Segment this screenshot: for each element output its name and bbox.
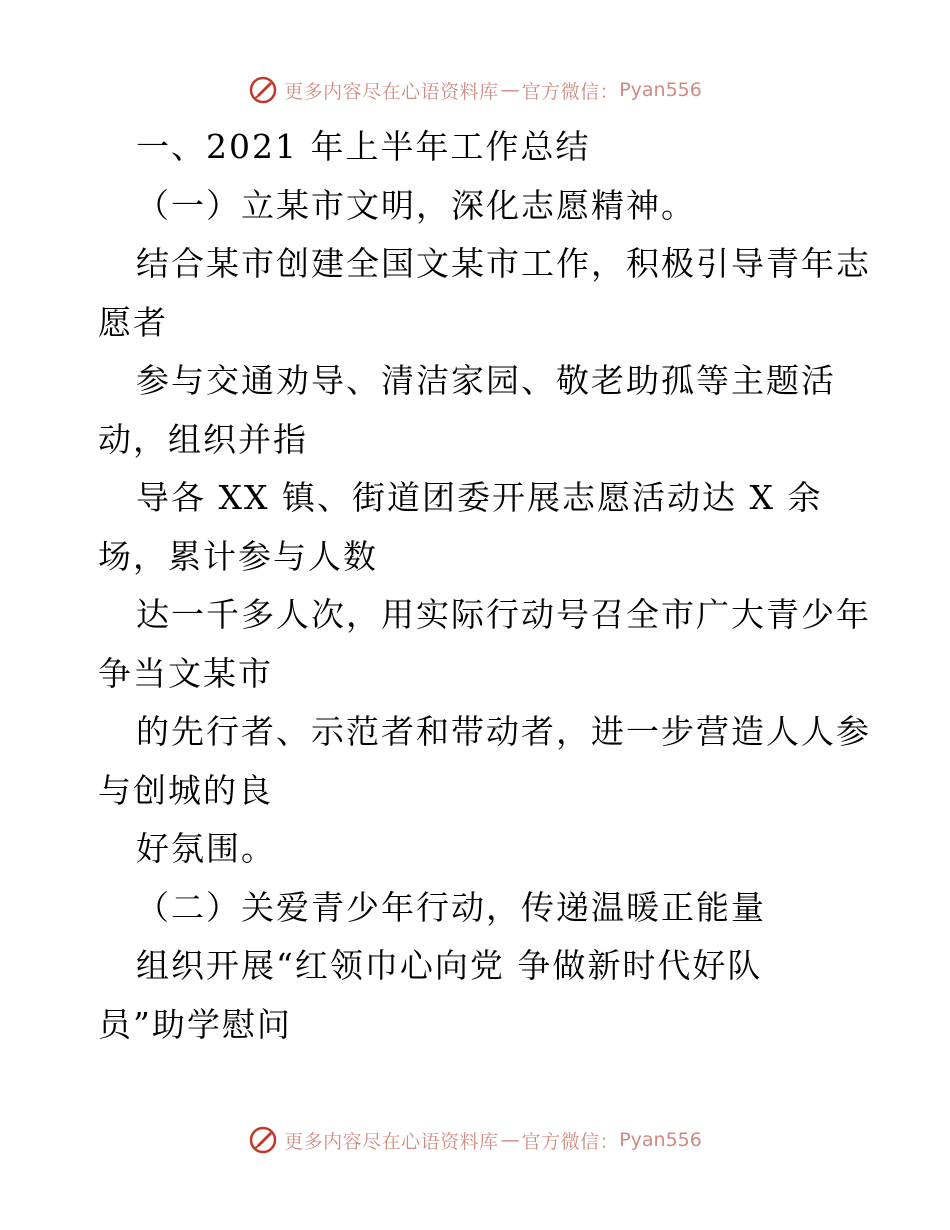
footer-watermark [0,1120,950,1160]
watermark-brand: 更多内容尽在心语资料库 [284,80,499,103]
document-line: 组织开展“红领巾心向党 争做新时代好队 [136,946,763,985]
quill-seal-icon [248,75,278,105]
document-line: 结合某市创建全国文某市工作，积极引导青年志 [136,244,871,283]
document-line: 参与交通劝导、清洁家园、敬老助孤等主题活 [136,361,836,400]
document-line: （二）关爱青少年行动，传递温暖正能量 [136,887,766,927]
header-watermark [0,70,950,110]
document-line: （一）立某市文明，深化志愿精神。 [136,185,696,225]
document-line: 员”助学慰问 [98,1004,292,1044]
watermark-wechat-id: Pyan556 [619,79,702,101]
document-line: 愿者 [98,302,168,342]
document-line: 动，组织并指 [98,419,308,459]
document-line: 的先行者、示范者和带动者，进一步营造人人参 [136,712,871,751]
document-line: 场，累计参与人数 [98,536,378,576]
document-line: 导各 XX 镇、街道团委开展志愿活动达 X 余 [136,478,823,517]
document-line: 好氛围。 [136,829,276,868]
document-line: 争当文某市 [98,653,273,693]
watermark-dash: — [500,79,520,101]
document-body [98,118,871,1054]
document-line: 与创城的良 [98,770,273,810]
watermark-official: 官方微信： [521,1130,620,1153]
watermark-brand: 更多内容尽在心语资料库 [284,1130,499,1153]
watermark-dash: — [500,1129,520,1151]
watermark-wechat-id: Pyan556 [619,1129,702,1151]
document-line: 达一千多人次，用实际行动号召全市广大青少年 [136,595,871,634]
quill-seal-icon [248,1125,278,1155]
document-line: 一、2021 年上半年工作总结 [136,127,591,166]
watermark-official: 官方微信： [521,80,620,103]
